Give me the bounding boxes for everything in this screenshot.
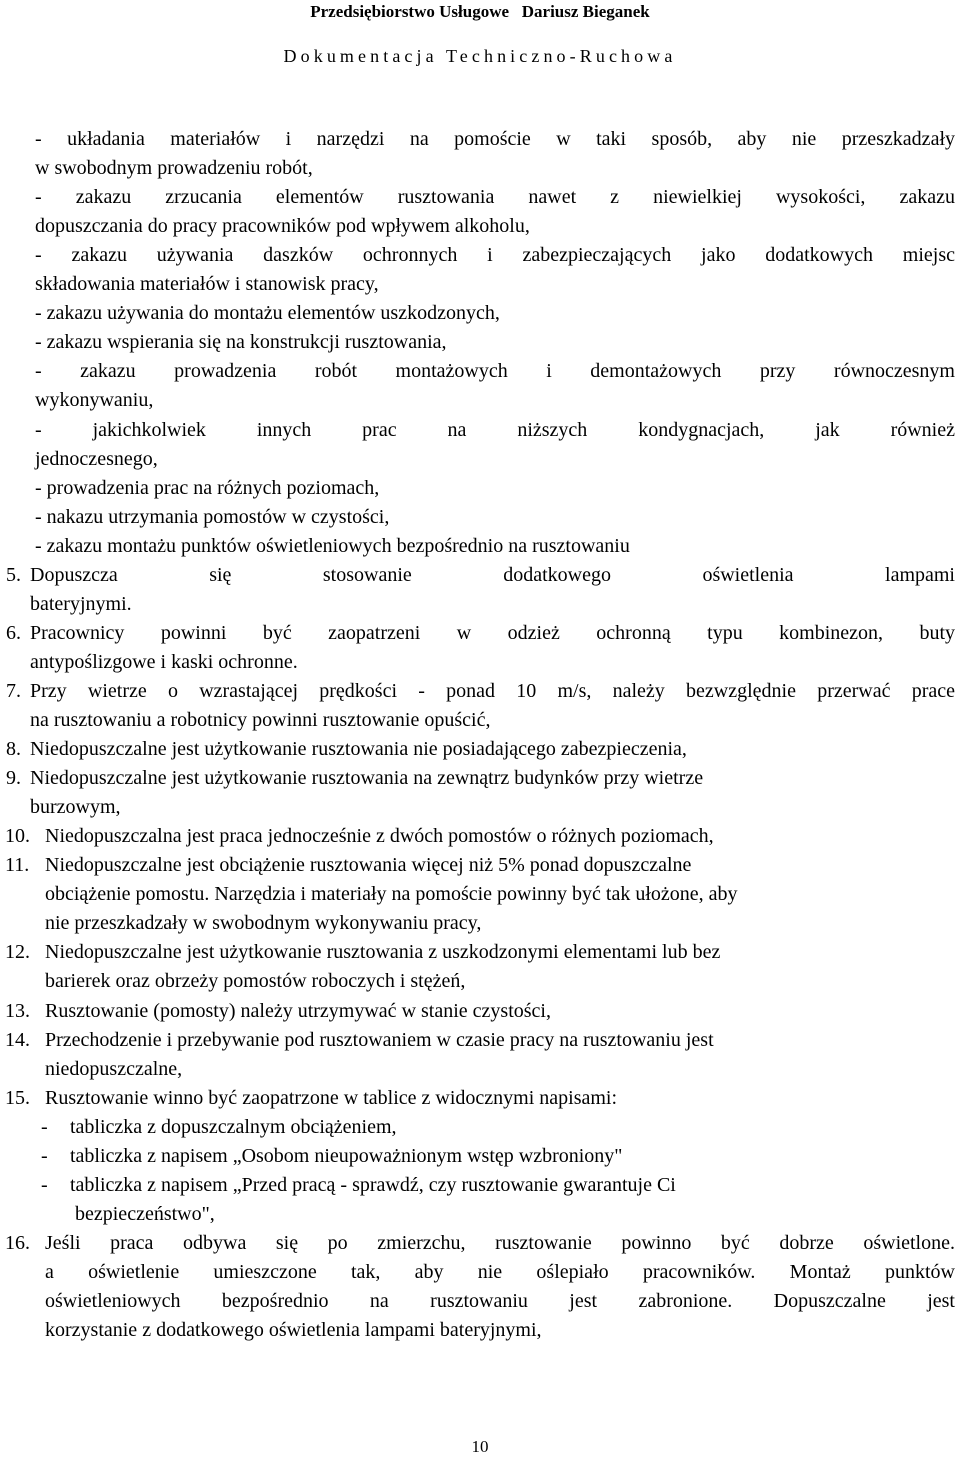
- sub-item-continuation: bezpieczeństwo",: [75, 1202, 215, 1225]
- numbered-item: Rusztowanie (pomosty) należy utrzymywać w stanie czystości,: [45, 999, 551, 1022]
- numbered-item-continuation: obciążenie pomostu. Narzędzia i materiały na pomoście powinny być tak ułożone, aby: [45, 883, 738, 906]
- page-number: 10: [471, 1437, 489, 1456]
- list-item-continuation: dopuszczania do pracy pracowników pod wpływem alkoholu,: [35, 215, 530, 238]
- item-number: 15.: [5, 1086, 30, 1109]
- numbered-item-continuation: barierek oraz obrzeży pomostów roboczych i stężeń,: [45, 970, 466, 993]
- sub-item: tabliczka z dopuszczalnym obciążeniem,: [70, 1115, 397, 1138]
- item-number: 7.: [6, 679, 21, 702]
- numbered-item: Dopuszcza się stosowanie dodatkowego oświetlenia lampami: [30, 563, 955, 586]
- item-number: 5.: [6, 563, 21, 586]
- list-item: - zakazu prowadzenia robót montażowych i demontażowych przy równoczesnym: [35, 360, 955, 383]
- list-item-continuation: jednoczesnego,: [35, 447, 158, 470]
- numbered-item: Pracownicy powinni być zaopatrzeni w odzież ochronną typu kombinezon, buty: [30, 621, 955, 644]
- list-item: - prowadzenia prac na różnych poziomach,: [35, 476, 380, 499]
- item-number: 6.: [6, 621, 21, 644]
- list-item: - zakazu używania do montażu elementów uszkodzonych,: [35, 302, 500, 325]
- list-item-continuation: w swobodnym prowadzeniu robót,: [35, 157, 313, 180]
- numbered-item-continuation: a oświetlenie umieszczone tak, aby nie oślepiało pracowników. Montaż punktów: [45, 1260, 955, 1283]
- numbered-item-continuation: korzystanie z dodatkowego oświetlenia lampami bateryjnymi,: [45, 1319, 542, 1342]
- numbered-item-continuation: niedopuszczalne,: [45, 1057, 183, 1080]
- numbered-item: Przechodzenie i przebywanie pod rusztowaniem w czasie pracy na rusztowaniu jest: [45, 1028, 714, 1051]
- sub-item: tabliczka z napisem „Przed pracą - sprawdź, czy rusztowanie gwarantuje Ci: [70, 1173, 676, 1196]
- list-item-continuation: wykonywaniu,: [35, 389, 154, 412]
- sub-item-dash: -: [41, 1173, 48, 1196]
- numbered-item: Przy wietrze o wzrastającej prędkości - ponad 10 m/s, należy bezwzględnie przerwać prace: [30, 679, 955, 702]
- item-number: 11.: [5, 854, 30, 877]
- numbered-item: Niedopuszczalne jest użytkowanie rusztowania na zewnątrz budynków przy wietrze: [30, 767, 704, 790]
- list-item: - jakichkolwiek innych prac na niższych kondygnacjach, jak również: [35, 418, 955, 441]
- header-company: Przedsiębiorstwo Usługowe Dariusz Bieganek: [310, 2, 650, 21]
- sub-item-dash: -: [41, 1144, 48, 1167]
- item-number: 14.: [5, 1028, 30, 1051]
- numbered-item-continuation: oświetleniowych bezpośrednio na rusztowaniu jest zabronione. Dopuszczalne jest: [45, 1290, 955, 1312]
- list-item-continuation: składowania materiałów i stanowisk pracy,: [35, 273, 379, 296]
- numbered-item-continuation: na rusztowaniu a robotnicy powinni rusztowanie opuścić,: [30, 709, 491, 731]
- numbered-item: Niedopuszczalne jest obciążenie rusztowania więcej niż 5% ponad dopuszczalne: [45, 854, 692, 877]
- numbered-item-continuation: antypoślizgowe i kaski ochronne.: [30, 650, 298, 673]
- item-number: 8.: [6, 738, 21, 761]
- list-item: - zakazu montażu punktów oświetleniowych bezpośrednio na rusztowaniu: [35, 534, 630, 557]
- item-number: 9.: [6, 767, 21, 790]
- item-number: 13.: [5, 999, 30, 1022]
- item-number: 12.: [5, 941, 30, 964]
- numbered-item-continuation: burzowym,: [30, 796, 121, 819]
- numbered-item: Niedopuszczalne jest użytkowanie rusztowania z uszkodzonymi elementami lub bez: [45, 941, 721, 964]
- numbered-item: Rusztowanie winno być zaopatrzone w tablice z widocznymi napisami:: [45, 1086, 618, 1109]
- sub-item: tabliczka z napisem „Osobom nieupoważnionym wstęp wzbroniony": [70, 1144, 623, 1167]
- list-item: - układania materiałów i narzędzi na pomoście w taki sposób, aby nie przeszkadzały: [35, 128, 955, 150]
- item-number: 16.: [5, 1231, 30, 1254]
- numbered-item-continuation: bateryjnymi.: [30, 592, 132, 615]
- list-item: - zakazu zrzucania elementów rusztowania nawet z niewielkiej wysokości, zakazu: [35, 186, 955, 209]
- item-number: 10.: [5, 825, 30, 848]
- list-item: - zakazu używania daszków ochronnych i zabezpieczających jako dodatkowych miejsc: [35, 244, 955, 267]
- header-doc-type: Dokumentacja Techniczno-Ruchowa: [283, 46, 677, 66]
- list-item: - zakazu wspierania się na konstrukcji rusztowania,: [35, 331, 447, 354]
- numbered-item: Niedopuszczalna jest praca jednocześnie z dwóch pomostów o różnych poziomach,: [45, 825, 714, 848]
- numbered-item-continuation: nie przeszkadzały w swobodnym wykonywaniu pracy,: [45, 912, 482, 935]
- sub-item-dash: -: [41, 1115, 48, 1138]
- numbered-item: Jeśli praca odbywa się po zmierzchu, rusztowanie powinno być dobrze oświetlone.: [45, 1231, 955, 1254]
- list-item: - nakazu utrzymania pomostów w czystości,: [35, 505, 390, 528]
- numbered-item: Niedopuszczalne jest użytkowanie rusztowania nie posiadającego zabezpieczenia,: [30, 738, 687, 761]
